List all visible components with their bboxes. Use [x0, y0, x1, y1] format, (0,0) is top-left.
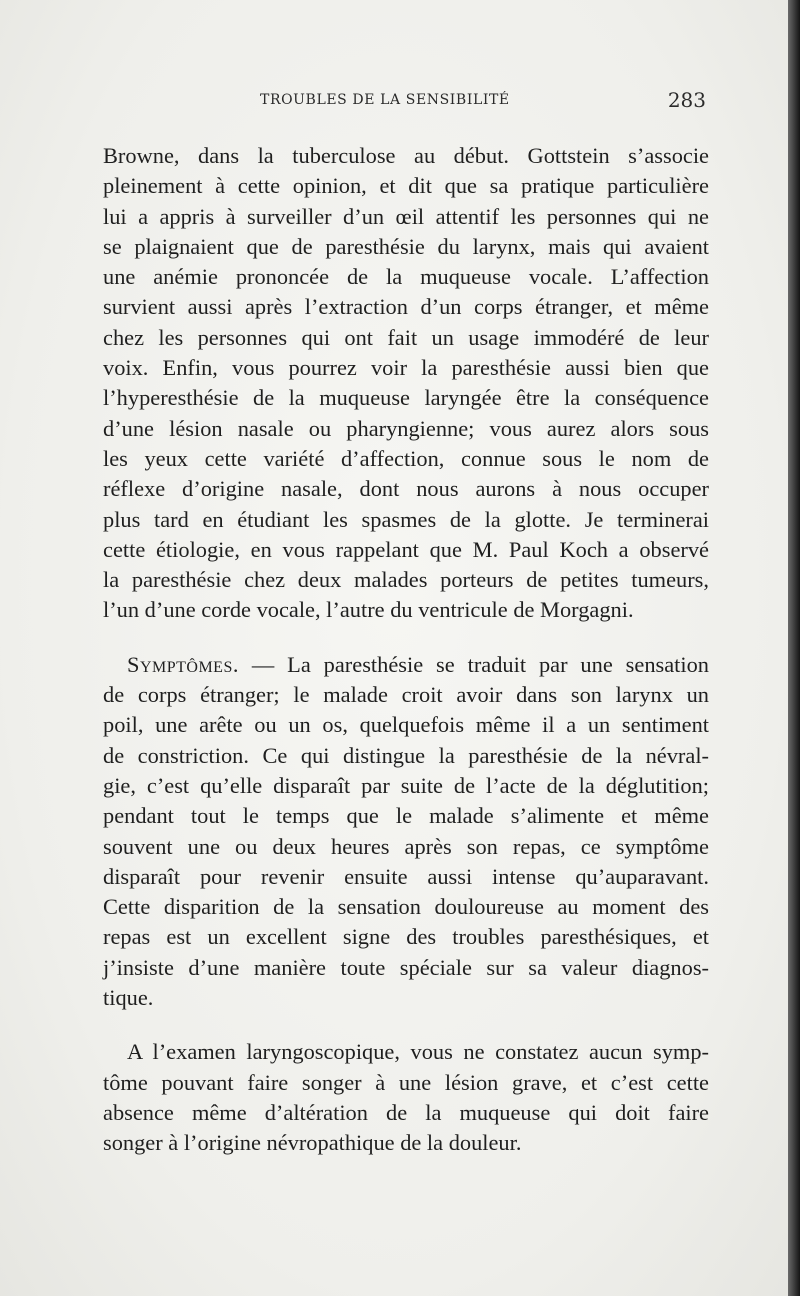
text-line: survient aussi après l’extraction d’un corps étranger, et même — [103, 294, 709, 320]
running-title: TROUBLES DE LA SENSIBILITÉ — [260, 92, 510, 108]
text-line: les yeux cette variété d’affection, connue sous le nom de — [103, 445, 709, 471]
text-line: cette étiologie, en vous rappelant que M. Paul Koch a observé — [103, 536, 709, 562]
paragraph-symptoms — [103, 650, 709, 1014]
text-line: absence même d’altération de la muqueuse qui doit faire — [103, 1099, 709, 1125]
text-line: voix. Enfin, vous pourrez voir la paresthésie aussi bien que — [103, 355, 709, 381]
text-line: songer à l’origine névropathique de la douleur. — [103, 1130, 522, 1156]
section-heading-symptomes: Symptômes. — [127, 651, 239, 677]
text-line: repas est un excellent signe des troubles paresthésiques, et — [103, 924, 709, 950]
text-line: chez les personnes qui ont fait un usage immodéré de leur — [103, 324, 709, 350]
text-line — [103, 650, 709, 680]
text-line: de corps étranger; le malade croit avoir dans son larynx un — [103, 682, 709, 708]
text-line: pleinement à cette opinion, et dit que sa pratique particulière — [103, 173, 709, 199]
text-line: une anémie prononcée de la muqueuse vocale. L’affection — [103, 264, 709, 290]
text-line: Browne, dans la tuberculose au début. Gottstein s’associe — [103, 143, 709, 168]
text-line: d’une lésion nasale ou pharyngienne; vous aurez alors sous — [103, 415, 709, 441]
text-line: disparaît pour revenir ensuite aussi intense qu’auparavant. — [103, 863, 709, 889]
text-line: l’un d’une corde vocale, l’autre du ventricule de Morgagni. — [103, 597, 634, 623]
text-line: l’hyperesthésie de la muqueuse laryngée être la conséquence — [103, 385, 709, 411]
text-line: souvent une ou deux heures après son repas, ce symptôme — [103, 833, 709, 859]
text-line: de constriction. Ce qui distingue la paresthésie de la névral- — [103, 742, 709, 768]
text-line: poil, une arête ou un os, quelquefois même il a un sentiment — [103, 712, 709, 738]
text-line: j’insiste d’une manière toute spéciale sur sa valeur diagnos- — [103, 954, 709, 980]
paragraph-examination — [103, 1037, 709, 1158]
paragraph-gap — [103, 626, 709, 650]
text-line: réflexe d’origine nasale, dont nous aurons à nous occuper — [103, 476, 709, 502]
text-line: plus tard en étudiant les spasmes de la glotte. Je terminerai — [103, 506, 709, 532]
text-line: lui a appris à surveiller d’un œil attentif les personnes qui ne — [103, 203, 709, 229]
text-line: gie, c’est qu’elle disparaît par suite de l’acte de la déglutition; — [103, 772, 709, 798]
scan-edge-shadow — [788, 0, 800, 1296]
paragraph-gap — [103, 1013, 709, 1037]
text-line: Cette disparition de la sensation douloureuse au moment des — [103, 894, 709, 920]
text-line: tique. — [103, 985, 154, 1011]
body-text — [103, 141, 709, 1159]
text-line: se plaignaient que de paresthésie du larynx, mais qui avaient — [103, 233, 709, 259]
heading-line-text: — La paresthésie se traduit par une sensation — [238, 651, 709, 677]
page-number: 283 — [667, 88, 706, 112]
text-line: tôme pouvant faire songer à une lésion grave, et c’est cette — [103, 1069, 709, 1095]
text-line: pendant tout le temps que le malade s’alimente et même — [103, 803, 709, 829]
text-line: la paresthésie chez deux malades porteurs de petites tumeurs, — [103, 567, 709, 593]
text-line: A l’examen laryngoscopique, vous ne constatez aucun symp- — [127, 1039, 709, 1065]
paragraph-etiology — [103, 141, 709, 626]
running-header — [100, 88, 710, 118]
